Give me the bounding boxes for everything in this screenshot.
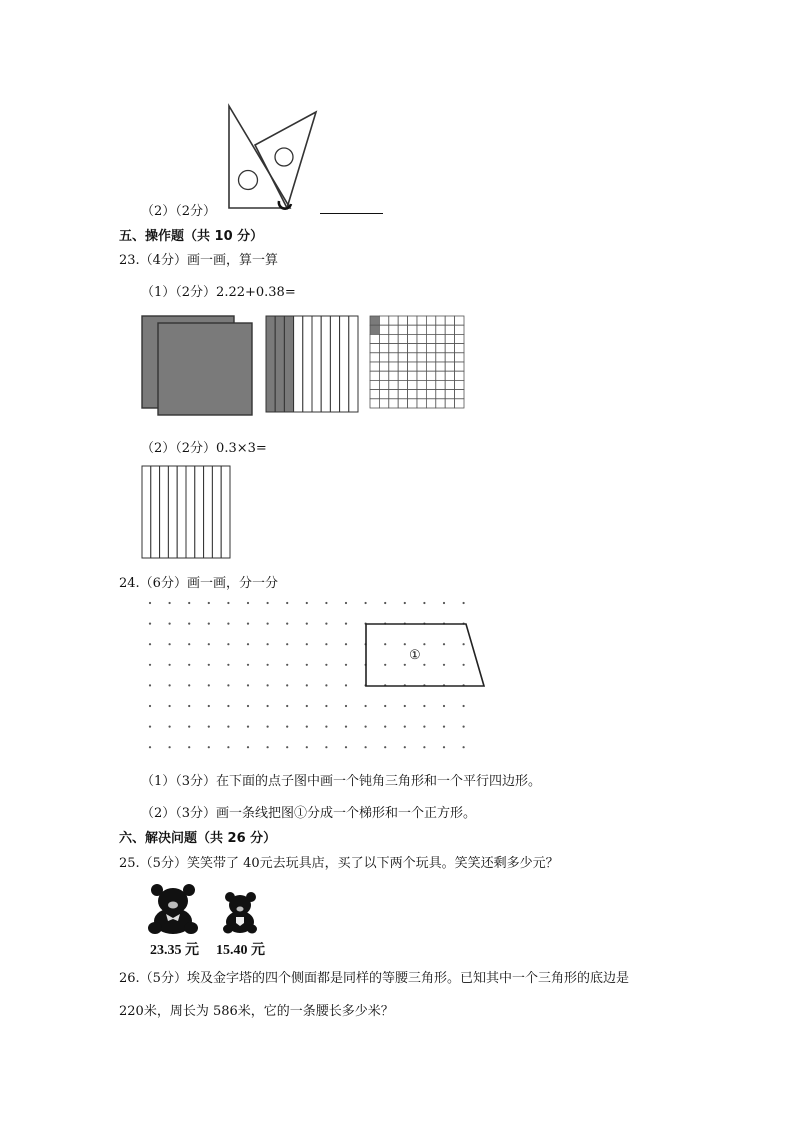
bear-small-icon	[223, 892, 257, 934]
q24-part2: （2）（3分）画一条线把图①分成一个梯形和一个正方形。	[141, 806, 477, 821]
price-large-bear: 23.35 元	[150, 943, 199, 958]
price-small-bear: 15.40 元	[216, 943, 265, 958]
q23-part1: （1）（2分）2.22+0.38=	[141, 285, 296, 300]
q26-line2: 220米，周长为 586米，它的一条腰长多少米？	[119, 1004, 394, 1019]
q24-stem: 24.（6分）画一画，分一分	[119, 576, 278, 591]
bear-large-icon	[148, 884, 198, 934]
q24-part1: （1）（3分）在下面的点子图中画一个钝角三角形和一个平行四边形。	[141, 774, 542, 789]
q26-line1: 26.（5分）埃及金字塔的四个侧面都是同样的等腰三角形。已知其中一个三角形的底边是	[119, 971, 629, 986]
shape-1-label: ①	[409, 648, 421, 663]
section6-title: 六、解决问题（共 26 分）	[119, 831, 277, 846]
q25-stem: 25.（5分）笑笑带了 40元去玩具店，买了以下两个玩具。笑笑还剩多少元？	[119, 856, 559, 871]
section5-title: 五、操作题（共 10 分）	[119, 229, 264, 244]
q22-part2-label: （2）（2分）	[141, 204, 217, 219]
q23-part2: （2）（2分）0.3×3=	[141, 441, 267, 456]
q23-stem: 23.（4分）画一画，算一算	[119, 253, 278, 268]
